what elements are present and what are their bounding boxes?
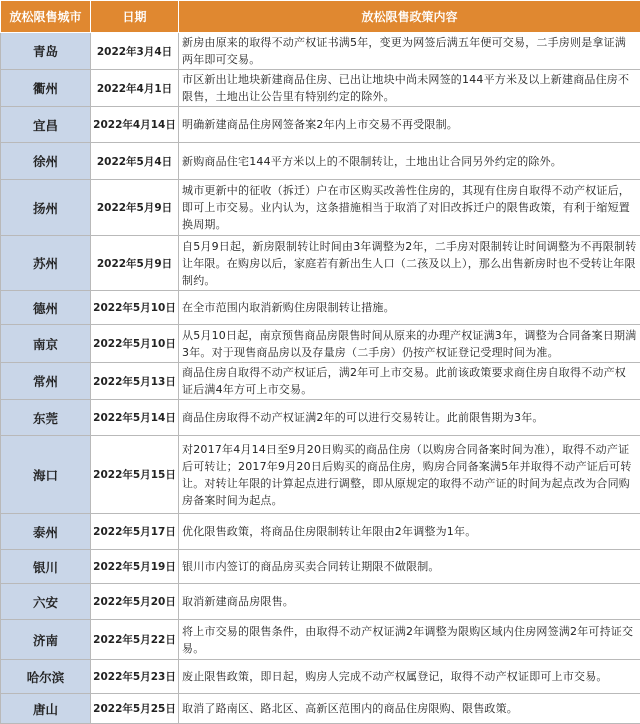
table-row (1, 660, 640, 694)
table-row (1, 325, 640, 363)
table-row (1, 584, 640, 620)
table-row (1, 694, 640, 724)
date-cell: 2022年5月19日 (91, 550, 179, 584)
table-row (1, 143, 640, 180)
city-cell: 德州 (1, 291, 91, 325)
city-cell: 哈尔滨 (1, 660, 91, 694)
city-cell: 宜昌 (1, 107, 91, 143)
date-cell: 2022年4月1日 (91, 70, 179, 107)
table-row (1, 180, 640, 236)
policy-cell: 自5月9日起，新房限制转让时间由3年调整为2年，二手房对限制转让时间调整为不再限制转让年限。在购房以后，家庭若有新出生人口（二孩及以上），那么出售新房时也不受转让年限制约。 (179, 236, 640, 291)
policy-cell: 废止限售政策，即日起，购房人完成不动产权属登记，取得不动产权证即可上市交易。 (179, 660, 640, 694)
header-city: 放松限售城市 (1, 1, 91, 33)
header-date: 日期 (91, 1, 179, 33)
table-row (1, 436, 640, 514)
city-cell: 徐州 (1, 143, 91, 180)
policy-cell: 城市更新中的征收（拆迁）户在市区购买改善性住房的，其现有住房自取得不动产权证后，即可上市交易。业内认为，这条措施相当于取消了对旧改拆迁户的限售政策，有利于缩短置换周期。 (179, 180, 640, 236)
city-cell: 常州 (1, 363, 91, 400)
date-cell: 2022年3月4日 (91, 33, 179, 70)
city-cell: 泰州 (1, 514, 91, 550)
policy-cell: 对2017年4月14日至9月20日购买的商品住房（以购房合同备案时间为准），取得不动产证后可转让；2017年9月20日后购买的商品住房，购房合同备案满5年并取得不动产证后可转让。对转让年限的计算起点进行调整，即从原规定的取得不动产证的时间为起点改为合同购房备案时间为起点。 (179, 436, 640, 514)
date-cell: 2022年5月4日 (91, 143, 179, 180)
policy-cell: 新房由原来的取得不动产权证书满5年，变更为网签后满五年便可交易，二手房则是拿证满两年即可交易。 (179, 33, 640, 70)
table-row (1, 33, 640, 70)
date-cell: 2022年5月13日 (91, 363, 179, 400)
date-cell: 2022年5月9日 (91, 180, 179, 236)
table-row (1, 107, 640, 143)
policy-cell: 新购商品住宅144平方米以上的不限制转让，土地出让合同另外约定的除外。 (179, 143, 640, 180)
policy-cell: 从5月10日起，南京预售商品房限售时间从原来的办理产权证满3年，调整为合同备案日期满3年。对于现售商品房以及存量房（二手房）仍按产权证登记受理时间为准。 (179, 325, 640, 363)
city-cell: 青岛 (1, 33, 91, 70)
policy-cell: 优化限售政策，将商品住房限制转让年限由2年调整为1年。 (179, 514, 640, 550)
city-cell: 六安 (1, 584, 91, 620)
date-cell: 2022年5月15日 (91, 436, 179, 514)
city-cell: 济南 (1, 620, 91, 660)
date-cell: 2022年5月23日 (91, 660, 179, 694)
date-cell: 2022年5月14日 (91, 400, 179, 436)
city-cell: 衢州 (1, 70, 91, 107)
city-cell: 扬州 (1, 180, 91, 236)
city-cell: 南京 (1, 325, 91, 363)
policy-cell: 商品住房自取得不动产权证后，满2年可上市交易。此前该政策要求商住房自取得不动产权证后满4年方可上市交易。 (179, 363, 640, 400)
city-cell: 唐山 (1, 694, 91, 724)
header-policy: 放松限售政策内容 (179, 1, 640, 33)
table-row (1, 620, 640, 660)
policy-cell: 市区新出让地块新建商品住房、已出让地块中尚未网签的144平方米及以上新建商品住房不限售，土地出让公告里有特别约定的除外。 (179, 70, 640, 107)
table-row (1, 70, 640, 107)
date-cell: 2022年5月25日 (91, 694, 179, 724)
date-cell: 2022年5月22日 (91, 620, 179, 660)
city-cell: 海口 (1, 436, 91, 514)
city-cell: 银川 (1, 550, 91, 584)
policy-cell: 商品住房取得不动产权证满2年的可以进行交易转让。此前限售期为3年。 (179, 400, 640, 436)
date-cell: 2022年5月17日 (91, 514, 179, 550)
table-row (1, 291, 640, 325)
table-row (1, 236, 640, 291)
city-cell: 东莞 (1, 400, 91, 436)
header-row (1, 1, 640, 33)
date-cell: 2022年5月20日 (91, 584, 179, 620)
policy-cell: 明确新建商品住房网签备案2年内上市交易不再受限制。 (179, 107, 640, 143)
date-cell: 2022年5月10日 (91, 291, 179, 325)
date-cell: 2022年5月9日 (91, 236, 179, 291)
table-row (1, 550, 640, 584)
date-cell: 2022年5月10日 (91, 325, 179, 363)
date-cell: 2022年4月14日 (91, 107, 179, 143)
policy-cell: 银川市内签订的商品房买卖合同转让期限不做限制。 (179, 550, 640, 584)
policy-cell: 取消了路南区、路北区、高新区范围内的商品住房限购、限售政策。 (179, 694, 640, 724)
policy-cell: 在全市范围内取消新购住房限制转让措施。 (179, 291, 640, 325)
policy-cell: 将上市交易的限售条件，由取得不动产权证满2年调整为限购区域内住房网签满2年可持证交易。 (179, 620, 640, 660)
table-row (1, 514, 640, 550)
table-row (1, 400, 640, 436)
city-cell: 苏州 (1, 236, 91, 291)
policy-cell: 取消新建商品房限售。 (179, 584, 640, 620)
table-row (1, 363, 640, 400)
